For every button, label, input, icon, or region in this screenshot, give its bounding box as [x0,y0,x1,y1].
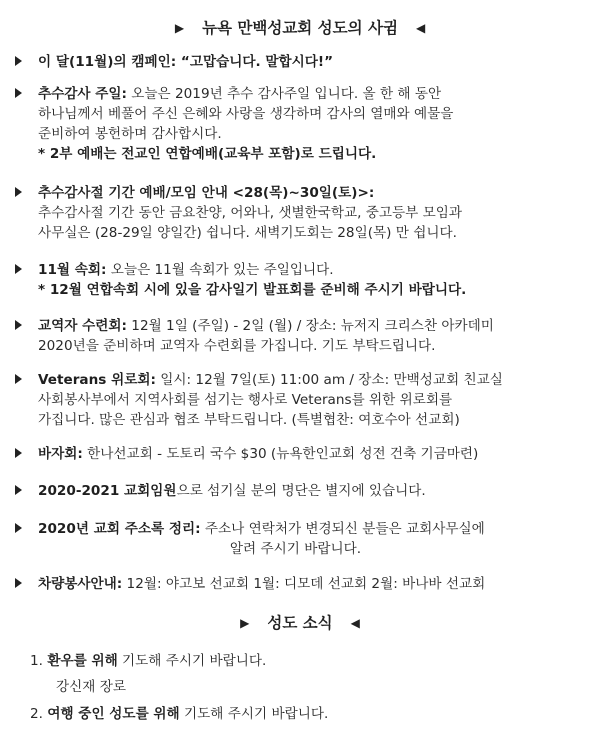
bullet-icon [15,187,22,197]
news-bold: 여행 중인 성도를 위해 [47,706,180,722]
announcement-directory [38,519,588,559]
announcement-label: Veterans 위로회: [38,372,156,388]
triangle-left-icon: ◀ [350,616,360,630]
announcement-text: 일시: 12월 7일(토) 11:00 am / 장소: 만백성교회 친교실 [155,372,503,388]
announcement-text: 으로 섬기실 분의 명단은 별지에 있습니다. [176,483,426,499]
announcement-label: 추수감사 주일: [38,86,127,102]
announcement-holiday-schedule [38,183,588,243]
announcement-officers [38,481,588,501]
announcement-label: 바자회: [38,446,83,462]
bullet-icon [15,320,22,330]
announcement-line: 하나님께서 베풀어 주신 은혜와 사랑을 생각하며 감사의 열매와 예물을 [38,106,454,122]
news-item [30,704,590,724]
announcement-line: 준비하여 봉헌하며 감사합시다. [38,126,222,142]
news-bold: 환우를 위해 [47,653,118,669]
bullet-icon [15,578,22,588]
announcement-line: 사회봉사부에서 지역사회를 섬기는 행사로 Veterans를 위한 위로회를 [38,392,453,408]
section-title-news [0,613,600,633]
announcement-line: 추수감사절 기간 동안 금요찬양, 어와나, 샛별한국학교, 중고등부 모임과 [38,205,463,221]
bullet-icon [15,485,22,495]
announcement-campaign [38,52,588,72]
bullet-icon [15,56,22,66]
triangle-left-icon: ◀ [415,21,426,35]
announcement-label: 2020년 교회 주소록 정리: [38,521,201,537]
triangle-right-icon: ▶ [174,21,185,35]
announcement-line: 가집니다. 많은 관심과 협조 부탁드립니다. (특별협찬: 여호수아 선교회) [38,412,460,428]
announcement-veterans [38,370,588,430]
announcement-text: 주소나 연락처가 변경되신 분들은 교회사무실에 [200,521,485,537]
news-item [30,651,590,671]
announcement-thanksgiving-sunday [38,84,588,164]
announcement-label: 추수감사절 기간 예배/모임 안내 <28(목)~30일(토)>: [38,185,375,201]
bullet-icon [15,264,22,274]
news-title: 성도 소식 [267,614,333,632]
bullet-icon [15,523,22,533]
announcement-bazaar [38,444,588,464]
news-sub [56,677,600,697]
announcement-november-class [38,260,588,300]
news-text: 기도해 주시기 바랍니다. [179,706,329,722]
bullet-icon [15,448,22,458]
announcement-text: 한나선교회 - 도토리 국수 $30 (뉴욕한인교회 성전 건축 기금마련) [82,446,479,462]
news-text: 기도해 주시기 바랍니다. [117,653,267,669]
bullet-icon [15,374,22,384]
announcement-text: 오늘은 2019년 추수 감사주일 입니다. 올 한 해 동안 [126,86,442,102]
announcement-staff-retreat [38,316,588,356]
section-title-fellowship [0,18,600,38]
news-number: 1. [30,653,43,669]
announcement-label: 차량봉사안내: [38,576,123,592]
announcement-line: 사무실은 (28-29일 양일간) 쉽니다. 새벽기도회는 28일(목) 만 쉽니다. [38,225,457,241]
announcement-text: 오늘은 11월 속회가 있는 주일입니다. [106,262,334,278]
news-number: 2. [30,706,43,722]
announcement-line: 알려 주시기 바랍니다. [229,541,362,557]
announcement-label: 교역자 수련회: [38,318,127,334]
announcement-lead: 이 달(11월)의 캠페인: “고맙습니다. 말합시다!” [38,54,334,70]
announcement-text: 12월 1일 (주일) - 2일 (월) / 장소: 뉴저지 크리스찬 아카데미 [126,318,494,334]
announcement-label: 11월 속회: [38,262,107,278]
news-subtext: 강신재 장로 [56,679,126,695]
announcement-label: 2020-2021 교회임원 [38,483,177,499]
bullet-icon [15,88,22,98]
triangle-right-icon: ▶ [240,616,250,630]
announcement-text: 12월: 야고보 선교회 1월: 디모데 선교회 2월: 바나바 선교회 [122,576,486,592]
announcement-note: * 2부 예배는 전교인 연합예배(교육부 포함)로 드립니다. [38,146,377,162]
announcement-vehicle-service [38,574,588,594]
announcement-line: 2020년을 준비하며 교역자 수련회를 가집니다. 기도 부탁드립니다. [38,338,436,354]
announcement-note: * 12월 연합속회 시에 있을 감사일기 발표회를 준비해 주시기 바랍니다. [38,282,467,298]
page-title: 뉴욕 만백성교회 성도의 사귐 [202,19,398,37]
